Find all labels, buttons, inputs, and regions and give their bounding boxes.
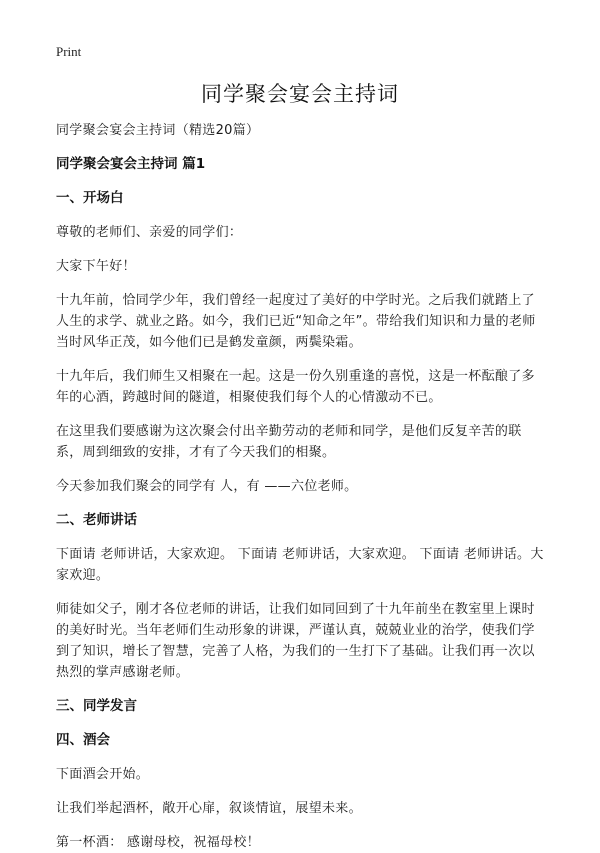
paragraph-attendees: 今天参加我们聚会的同学有 人，有 ——六位老师。 (56, 479, 358, 494)
paragraph-banquet-start: 下面酒会开始。 (56, 767, 150, 782)
document-body (56, 120, 548, 853)
section-heading-banquet: 四、酒会 (56, 732, 110, 748)
paragraph-nineteen-years-ago: 十九年前，恰同学少年，我们曾经一起度过了美好的中学时光。之后我们就踏上了人生的求学、就业之路。如今，我们已近“知命之年”。带给我们知识和力量的老师当时风华正茂，如今他们已是鹤发童颜，两鬓染霜。 (56, 293, 536, 350)
section-heading-opening: 一、开场白 (56, 190, 124, 206)
paragraph-teacher-invite: 下面请 老师讲话，大家欢迎。 下面请 老师讲话，大家欢迎。 下面请 老师讲话。大家欢迎。 (56, 547, 544, 583)
paragraph-raise-glass: 让我们举起酒杯，敞开心扉，叙谈情谊，展望未来。 (56, 801, 362, 816)
section-heading-piece-1: 同学聚会宴会主持词 篇1 (56, 156, 206, 172)
paragraph-good-afternoon: 大家下午好！ (56, 259, 136, 274)
paragraph-teacher-thanks: 师徒如父子，刚才各位老师的讲话，让我们如同回到了十九年前坐在教室里上课时的美好时光。当年老师们生动形象的讲课，严谨认真，兢兢业业的治学，使我们学到了知识，增长了智慧，完善了人格，为我们的一生打下了基础。让我们再一次以热烈的掌声感谢老师。 (56, 602, 535, 680)
document-title: 同学聚会宴会主持词 (201, 82, 399, 106)
section-heading-teacher-speech: 二、老师讲话 (56, 512, 137, 528)
print-label: Print (56, 44, 82, 59)
subtitle-line: 同学聚会宴会主持词（精选20篇） (56, 123, 260, 138)
paragraph-nineteen-years-later: 十九年后，我们师生又相聚在一起。这是一份久别重逢的喜悦，这是一杯酝酿了多年的心酒，跨越时间的隧道，相聚使我们每个人的心情激动不已。 (56, 369, 535, 405)
paragraph-first-toast: 第一杯酒： 感谢母校，祝福母校！ (56, 835, 260, 850)
section-heading-student-speech: 三、同学发言 (56, 698, 137, 714)
paragraph-greeting: 尊敬的老师们、亲爱的同学们： (56, 225, 243, 240)
paragraph-thanks: 在这里我们要感谢为这次聚会付出辛勤劳动的老师和同学，是他们反复辛苦的联系，周到细致的安排，才有了今天我们的相聚。 (56, 424, 522, 460)
